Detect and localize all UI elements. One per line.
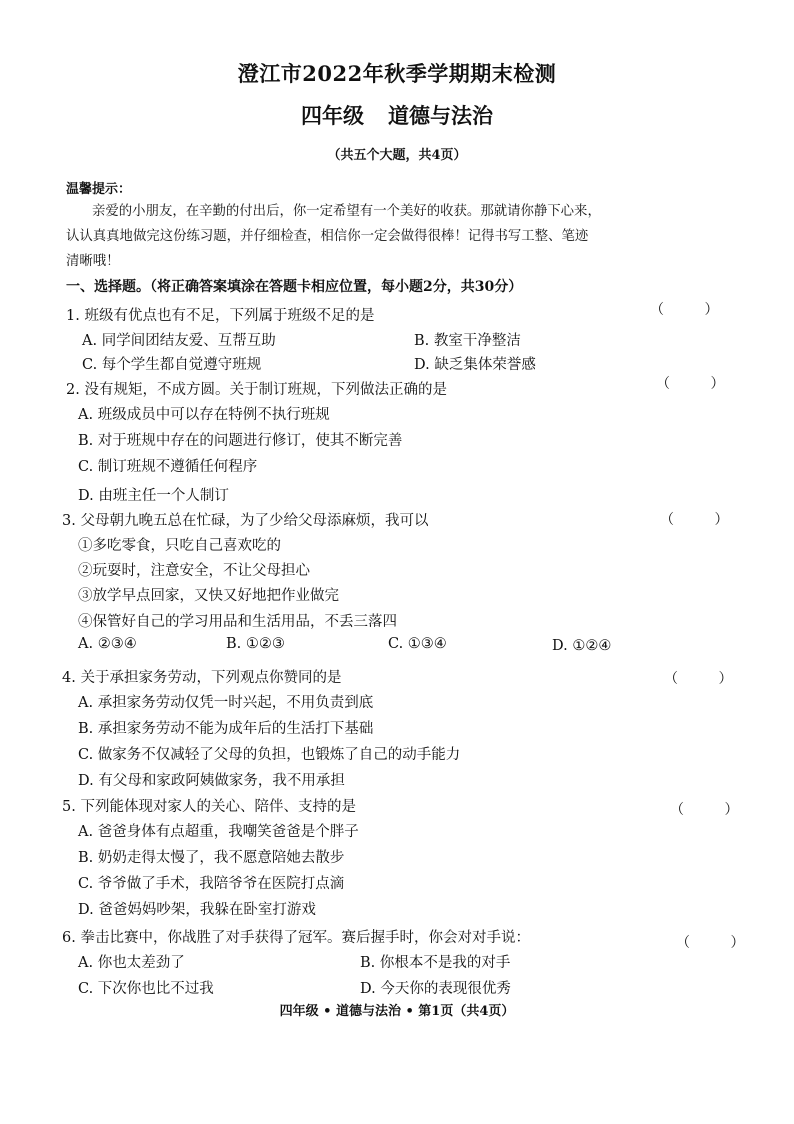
- option: B. 教室干净整洁: [414, 333, 521, 349]
- question-stem: 1. 班级有优点也有不足，下列属于班级不足的是: [66, 308, 375, 324]
- question-stem: 5. 下列能体现对家人的关心、陪伴、支持的是: [62, 799, 356, 815]
- statement-item: ②玩耍时，注意安全，不让父母担心: [78, 563, 310, 579]
- option: A. 爸爸身体有点超重，我嘲笑爸爸是个胖子: [78, 824, 359, 840]
- subject-label: 道德与法治: [388, 103, 493, 128]
- answer-bracket: （ ）: [676, 935, 763, 951]
- option: B. 你根本不是我的对手: [360, 955, 511, 971]
- tip-heading: 温馨提示：: [66, 182, 132, 197]
- option: D. 由班主任一个人制订: [78, 488, 229, 504]
- answer-bracket: （ ）: [670, 802, 757, 818]
- option: B. 对于班规中存在的问题进行修订，使其不断完善: [78, 433, 403, 449]
- option: B. 奶奶走得太慢了，我不愿意陪她去散步: [78, 850, 345, 866]
- option: A. 承担家务劳动仅凭一时兴起，不用负责到底: [78, 695, 374, 711]
- tip-line: 亲爱的小朋友，在辛勤的付出后，你一定希望有一个美好的收获。那就请你静下心来，: [92, 204, 601, 219]
- tip-line: 清晰哦！: [66, 254, 120, 269]
- option: C. ①③④: [388, 636, 447, 652]
- question-stem: 2. 没有规矩，不成方圆。关于制订班规，下列做法正确的是: [66, 382, 447, 398]
- option: D. 缺乏集体荣誉感: [414, 357, 536, 373]
- question-stem: 6. 拳击比赛中，你战胜了对手获得了冠军。赛后握手时，你会对对手说：: [62, 930, 530, 946]
- statement-item: ④保管好自己的学习用品和生活用品，不丢三落四: [78, 614, 397, 630]
- page-footer: 四年级 • 道德与法治 • 第1页（共4页）: [279, 1004, 515, 1019]
- exam-subtitle: [0, 100, 794, 130]
- option: A. 同学间团结友爱、互帮互助: [82, 333, 276, 349]
- option: A. 你也太差劲了: [78, 955, 185, 971]
- answer-bracket: （ ）: [664, 671, 751, 687]
- answer-bracket: （ ）: [656, 376, 743, 392]
- answer-bracket: （ ）: [650, 302, 737, 318]
- option: A. ②③④: [78, 636, 137, 652]
- option: D. 今天你的表现很优秀: [360, 981, 511, 997]
- option: C. 做家务不仅减轻了父母的负担，也锻炼了自己的动手能力: [78, 747, 461, 763]
- option: D. 爸爸妈妈吵架，我躲在卧室打游戏: [78, 902, 316, 918]
- answer-bracket: （ ）: [660, 512, 747, 528]
- option: C. 下次你也比不过我: [78, 981, 214, 997]
- option: B. 承担家务劳动不能为成年后的生活打下基础: [78, 721, 374, 737]
- grade-label: 四年级: [301, 103, 364, 128]
- exam-title: 澄江市2022年秋季学期期末检测: [237, 61, 557, 86]
- tip-line: 认认真真地做完这份练习题，并仔细检查，相信你一定会做得很棒！记得书写工整、笔迹: [66, 229, 589, 244]
- statement-item: ③放学早点回家，又快又好地把作业做完: [78, 588, 339, 604]
- option: C. 爷爷做了手术，我陪爷爷在医院打点滴: [78, 876, 345, 892]
- exam-info: （共五个大题，共4页）: [327, 148, 467, 163]
- section-heading: 一、选择题。（将正确答案填涂在答题卡相应位置，每小题2分，共30分）: [66, 279, 523, 295]
- option: C. 每个学生都自觉遵守班规: [82, 357, 262, 373]
- option: C. 制订班规不遵循任何程序: [78, 459, 258, 475]
- question-stem: 4. 关于承担家务劳动，下列观点你赞同的是: [62, 670, 342, 686]
- option: D. ①②④: [552, 638, 612, 654]
- option: A. 班级成员中可以存在特例不执行班规: [78, 407, 330, 423]
- option: D. 有父母和家政阿姨做家务，我不用承担: [78, 773, 345, 789]
- option: B. ①②③: [226, 636, 285, 652]
- statement-item: ①多吃零食，只吃自己喜欢吃的: [78, 538, 281, 554]
- question-stem: 3. 父母朝九晚五总在忙碌，为了少给父母添麻烦，我可以: [62, 513, 429, 529]
